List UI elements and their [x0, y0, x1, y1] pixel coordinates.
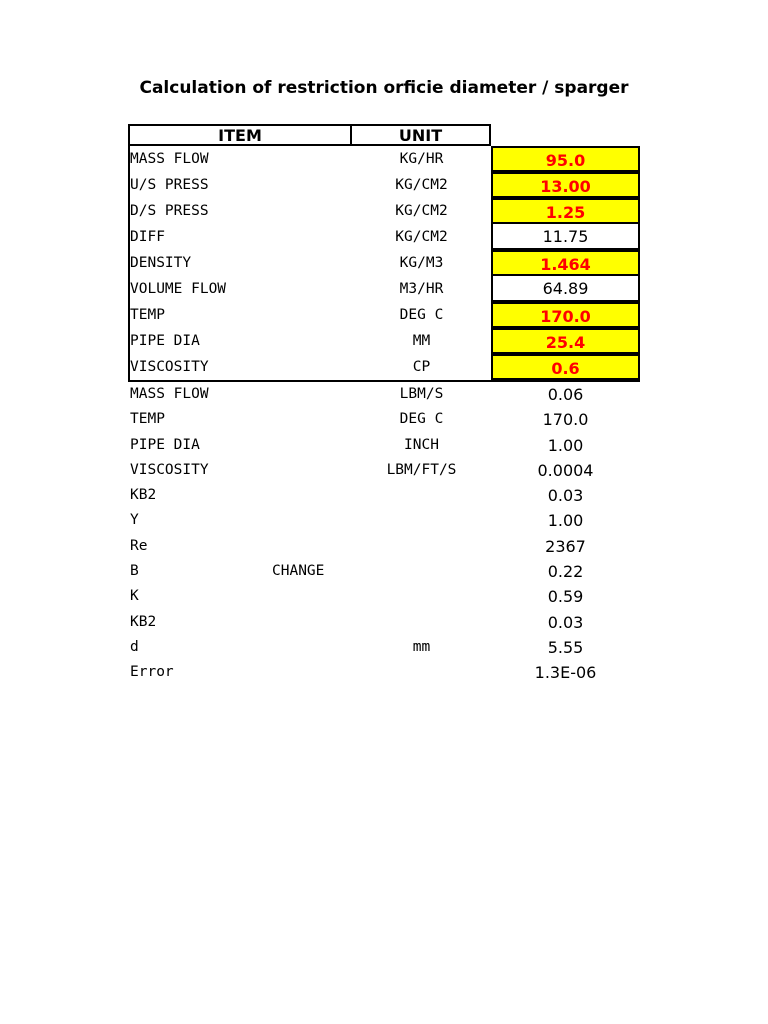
item-label: Y — [130, 512, 139, 529]
calc-row — [128, 483, 640, 508]
input-cell[interactable]: 25.4 — [491, 328, 640, 354]
unit-label: KG/HR — [399, 151, 444, 167]
unit-label: MM — [412, 333, 431, 349]
calc-row — [128, 458, 640, 483]
calc-row — [128, 534, 640, 559]
input-cell[interactable]: 1.464 — [491, 250, 640, 276]
item-label: VISCOSITY — [130, 359, 209, 375]
unit-label: LBM/FT/S — [386, 461, 457, 478]
unit-label — [352, 483, 491, 508]
calc-row — [128, 433, 640, 458]
header-unit: UNIT — [352, 124, 491, 146]
unit-label — [352, 508, 491, 533]
item-label: VOLUME FLOW — [130, 281, 227, 297]
value-cell: 64.89 — [491, 276, 640, 302]
unit-label: DEG C — [399, 411, 444, 428]
unit-label: CP — [412, 359, 431, 375]
unit-label — [352, 559, 491, 584]
value-cell: 1.3E-06 — [534, 663, 597, 683]
unit-label — [352, 610, 491, 635]
input-row — [130, 328, 638, 354]
unit-label — [352, 584, 491, 609]
input-row — [130, 354, 638, 380]
input-row — [130, 302, 638, 328]
unit-label: M3/HR — [399, 281, 444, 297]
calculation-sheet — [128, 124, 640, 686]
calc-row — [128, 508, 640, 533]
input-cell[interactable]: 0.6 — [491, 354, 640, 380]
item-label: MASS FLOW — [130, 386, 209, 402]
unit-label: KG/CM2 — [395, 203, 448, 219]
item-label: d — [130, 638, 139, 655]
item-label: MASS FLOW — [130, 151, 209, 167]
item-label: TEMP — [130, 411, 165, 428]
item-label: KB2 — [130, 613, 157, 630]
value-cell: 5.55 — [547, 637, 584, 657]
input-row — [130, 172, 638, 198]
item-label: D/S PRESS — [130, 203, 209, 219]
unit-label: mm — [412, 638, 431, 655]
input-row — [130, 198, 638, 224]
item-label: VISCOSITY — [130, 461, 209, 478]
item-label: KB2 — [130, 487, 157, 504]
unit-label: INCH — [404, 436, 439, 453]
calc-row — [128, 635, 640, 660]
value-cell: 0.59 — [547, 587, 584, 607]
table-header — [128, 124, 640, 146]
header-item: ITEM — [128, 124, 352, 146]
value-cell: 11.75 — [491, 224, 640, 250]
item-label: PIPE DIA — [130, 436, 200, 453]
unit-label: LBM/S — [399, 386, 444, 402]
calc-row — [128, 382, 640, 407]
item-label: PIPE DIA — [130, 333, 200, 349]
page-title: Calculation of restriction orficie diameter / sparger — [139, 78, 629, 98]
unit-label: KG/M3 — [399, 255, 444, 271]
unit-label — [352, 534, 491, 559]
unit-label: KG/CM2 — [395, 229, 448, 245]
calc-row — [128, 407, 640, 432]
item-label: Re — [130, 537, 148, 554]
unit-label: DEG C — [399, 307, 444, 323]
item-label: TEMP — [130, 307, 165, 323]
item-label: B — [130, 563, 139, 580]
input-row — [130, 276, 638, 302]
calc-row — [128, 559, 640, 584]
input-cell[interactable]: 170.0 — [491, 302, 640, 328]
value-cell: 0.06 — [547, 385, 584, 404]
change-note: CHANGE — [272, 563, 325, 580]
value-cell: 1.00 — [547, 435, 584, 455]
unit-label — [352, 660, 491, 685]
input-row — [130, 146, 638, 172]
item-label: DENSITY — [130, 255, 192, 271]
value-cell: 0.22 — [547, 562, 584, 582]
calc-row — [128, 584, 640, 609]
value-cell: 0.0004 — [537, 460, 594, 480]
value-cell: 1.00 — [547, 511, 584, 531]
unit-label: KG/CM2 — [395, 177, 448, 193]
input-row — [130, 250, 638, 276]
input-table — [128, 146, 640, 382]
value-cell: 2367 — [545, 536, 586, 556]
item-label: Error — [130, 664, 174, 681]
calc-row — [128, 610, 640, 635]
calculated-table — [128, 382, 640, 686]
value-cell: 170.0 — [542, 410, 589, 430]
input-cell[interactable]: 13.00 — [491, 172, 640, 198]
input-row — [130, 224, 638, 250]
value-cell: 0.03 — [547, 486, 584, 506]
item-label: K — [130, 588, 139, 605]
input-cell[interactable]: 95.0 — [491, 146, 640, 172]
calc-row — [128, 660, 640, 685]
input-cell[interactable]: 1.25 — [491, 198, 640, 224]
value-cell: 0.03 — [547, 612, 584, 632]
item-label: U/S PRESS — [130, 177, 209, 193]
item-label: DIFF — [130, 229, 165, 245]
